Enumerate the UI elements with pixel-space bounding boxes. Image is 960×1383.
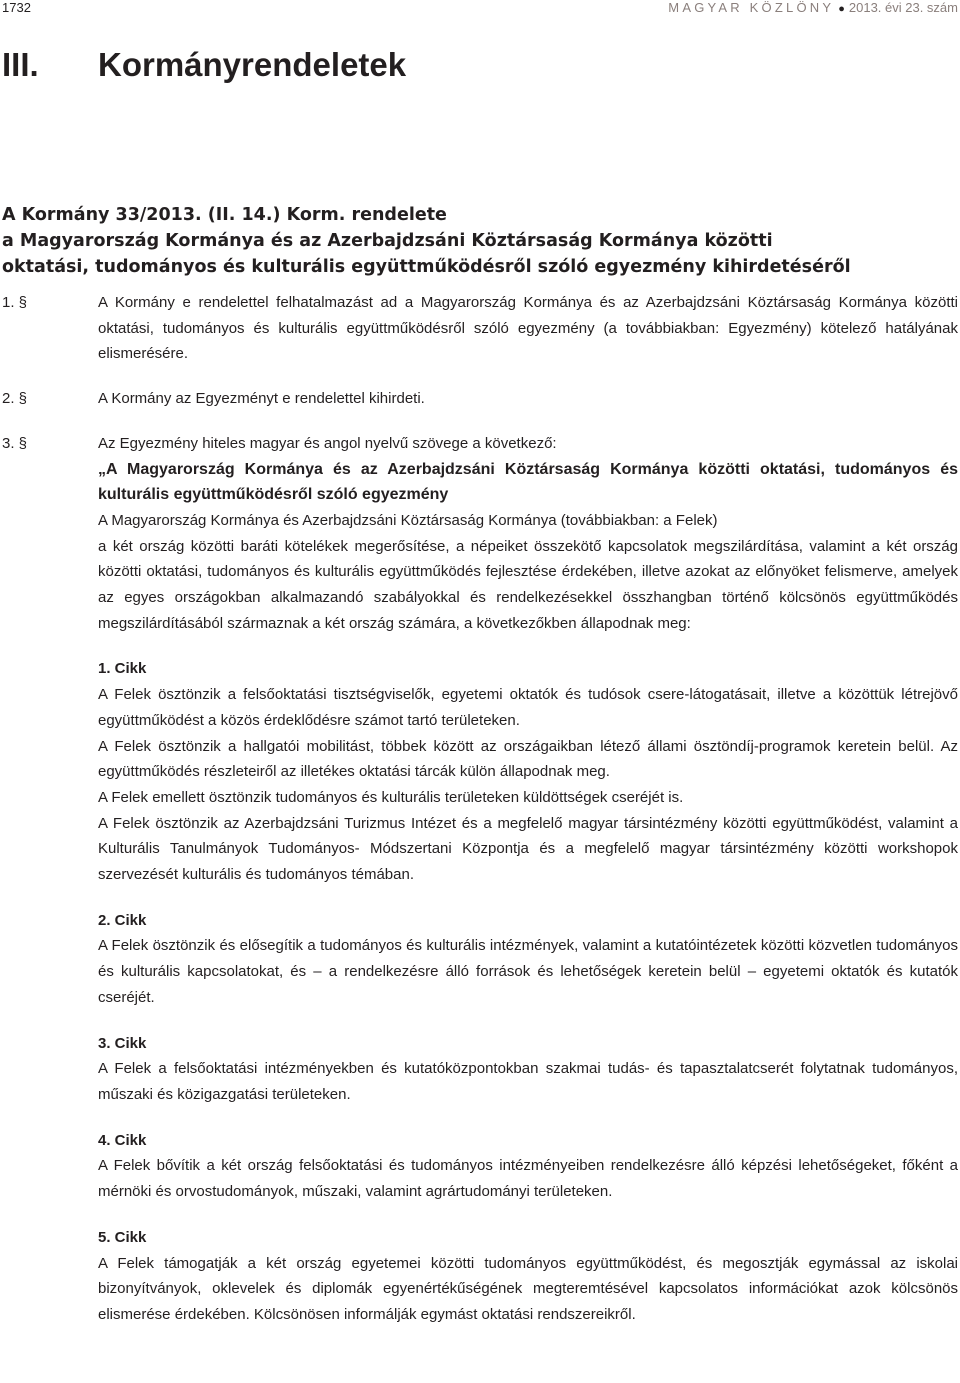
bullet-icon: ● (838, 3, 845, 15)
section-text: A Kormány az Egyezményt e rendelettel kihirdeti. (98, 390, 425, 408)
decree-title-line: A Kormány 33/2013. (II. 14.) Korm. rendelete (2, 205, 447, 225)
chapter-heading (2, 43, 952, 87)
article-2 (98, 908, 958, 1011)
agreement-parties: A Magyarország Kormánya és Azerbajdzsáni Köztársaság Kormánya (továbbiakban: a Felek) (98, 511, 718, 529)
chapter-title: Kormányrendeletek (98, 46, 407, 83)
chapter-number: III. (2, 46, 39, 83)
article-paragraph: A Felek ösztönzik a felsőoktatási tisztségviselők, egyetemi oktatók és tudósok csere-látogatásait, illetve a közöttük létrejövő együttműködést a közös érdeklődésre számot tartó területeken. (98, 686, 958, 729)
article-paragraph: A Felek ösztönzik a hallgatói mobilitást, többek között az országaikban létező állami ösztöndíj-programok keretein belül. Az együttműködés részleteiről az illetékes oktatási tárcák külön állapodnak meg. (98, 737, 958, 781)
agreement-text (98, 457, 958, 1328)
article-paragraph: A Felek emellett ösztönzik tudományos és kulturális területeken küldöttségek cseréjét is. (98, 788, 684, 806)
article-1 (98, 656, 958, 887)
section-label: 1. § (2, 294, 28, 311)
section-3 (2, 431, 958, 457)
article-heading: 3. Cikk (98, 1034, 147, 1052)
issue-number: 2013. évi 23. szám (848, 0, 958, 15)
article-heading: 1. Cikk (98, 660, 147, 678)
article-paragraph: A Felek bővítik a két ország felsőoktatási és tudományos intézményeiben rendelkezésre álló képzési lehetőségeket, főként a mérnöki és orvostudományok, műszaki, valamint agrártudományi területeken. (98, 1157, 958, 1201)
agreement-title: „A Magyarország Kormánya és az Azerbajdzsáni Köztársaság Kormánya közötti oktatási, tudományos és kulturális együttműködésről szóló egyezmény (98, 460, 958, 504)
article-3 (98, 1031, 958, 1108)
section-label: 3. § (2, 434, 28, 452)
article-4 (98, 1128, 958, 1205)
article-paragraph: A Felek ösztönzik és elősegítik a tudományos és kulturális intézmények, valamint a kutatóintézetek közötti közvetlen tudományos és kulturális kapcsolatokat, és – a rendelkezésre álló források és lehetőségek keretein belül – egyetemi oktatók és kutatók cseréjét. (98, 937, 958, 1006)
article-heading: 5. Cikk (98, 1228, 147, 1246)
decree-body (2, 290, 958, 1328)
section-1 (2, 290, 958, 367)
journal-header (668, 0, 958, 17)
journal-name: MAGYAR KÖZLÖNY (668, 0, 835, 15)
article-paragraph: A Felek támogatják a két ország egyetemei közötti tudományos együttműködést, és megosztják egymással az iskolai bizonyítványok, oklevelek és diplomák egyenértékűségének megteremtésével kapcsolatos információkat azok kölcsönös elismerése érdekében. Kölcsönösen informálják egymást oktatási rendszereikről. (98, 1254, 958, 1323)
decree-title-line: a Magyarország Kormánya és az Azerbajdzsáni Köztársaság Kormánya közötti (2, 231, 773, 251)
section-text: Az Egyezmény hiteles magyar és angol nyelvű szövege a következő: (98, 434, 557, 452)
decree-title (2, 202, 952, 280)
page-number: 1732 (2, 0, 31, 15)
section-text: A Kormány e rendelettel felhatalmazást ad a Magyarország Kormánya és az Azerbajdzsáni Köztársaság Kormánya közötti oktatási, tudományos és kulturális együttműködésről szóló egyezmény (a továbbiakban: Egyezmény) kötelező hatályának elismerésére. (98, 294, 958, 363)
article-heading: 2. Cikk (98, 911, 147, 929)
article-paragraph: A Felek ösztönzik az Azerbajdzsáni Turizmus Intézet és a megfelelő magyar társintézmény közötti együttműködést, valamint a Kulturális Tanulmányok Tudományos- Módszertani Központja és a megfelelő magyar társintézmény közötti workshopok szervezését kulturális és tudományos témában. (98, 814, 958, 884)
agreement-preamble: a két ország közötti baráti kötelékek megerősítése, a népeiket összekötő kapcsolatok megszilárdítása, valamint a két ország közötti oktatási, tudományos és kulturális együttműködés fejlesztése érdekében, illetve azokat az előnyöket felismerve, amelyek az egyes országokban alkalmazandó szabályokkal és rendelkezésekkel összhangban történő kölcsönös együttműködés megszilárdításából származnak a két ország számára, a következőkben állapodnak meg: (98, 537, 958, 632)
page-header (0, 0, 960, 16)
decree-title-line: oktatási, tudományos és kulturális együttműködésről szóló egyezmény kihirdetéséről (2, 257, 851, 277)
article-paragraph: A Felek a felsőoktatási intézményekben és kutatóközpontokban szakmai tudás- és tapasztalatcserét folytatnak tudományos, műszaki és közigazgatási területeken. (98, 1060, 958, 1103)
section-label: 2. § (2, 390, 28, 408)
article-5 (98, 1225, 958, 1328)
article-heading: 4. Cikk (98, 1131, 147, 1149)
section-2 (2, 386, 958, 412)
